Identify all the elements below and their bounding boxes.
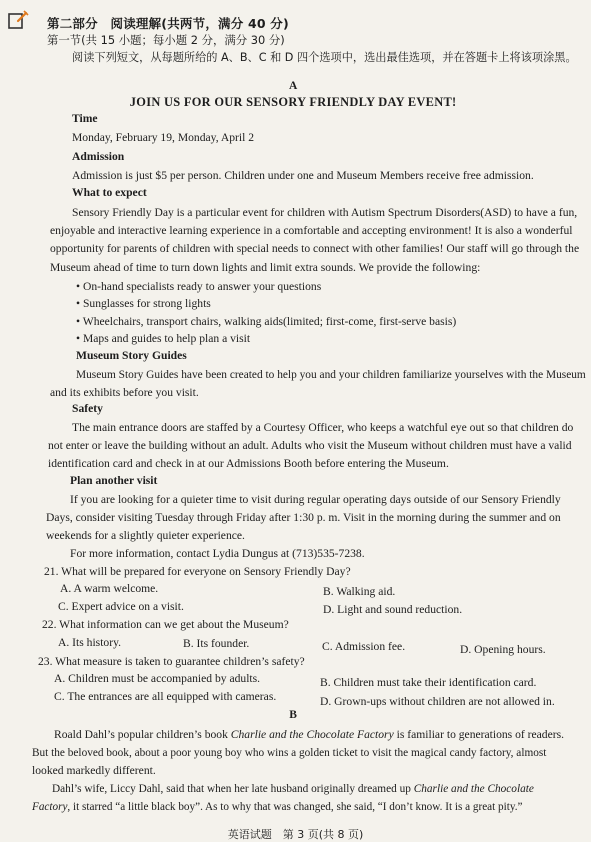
bullet-item: • Wheelchairs, transport chairs, walking aids(limited; first-come, first-serve basis) xyxy=(76,315,457,328)
passage-b-line: But the beloved book, about a poor young boy who wins a golden ticket to visit the magical candy factory, almost xyxy=(32,747,547,759)
bullet-icon: • xyxy=(76,280,83,293)
passage-b-line: Roald Dahl’s popular children’s book Charlie and the Chocolate Factory is familiar to generations of readers. xyxy=(54,728,565,741)
answer-option[interactable]: D. Light and sound reduction. xyxy=(323,603,463,616)
admission-text: Admission is just $5 per person. Children under one and Museum Members receive free admission. xyxy=(72,169,534,182)
safety-line: not enter or leave the building without an adult. Adults who visit the Museum without children must have a valid xyxy=(48,439,572,452)
book-title: Charlie and the Chocolate xyxy=(413,783,534,795)
bullet-icon: • xyxy=(76,297,83,310)
guides-line: and its exhibits before you visit. xyxy=(50,386,199,399)
bullet-item: • On-hand specialists ready to answer your questions xyxy=(76,280,322,293)
plan-line: If you are looking for a quieter time to visit during regular operating days outside of our Sensory Friendly xyxy=(70,493,561,506)
answer-option[interactable]: A. Children must be accompanied by adults. xyxy=(54,672,261,685)
answer-option[interactable]: C. Admission fee. xyxy=(322,640,406,653)
answer-option[interactable]: B. Its founder. xyxy=(183,637,250,650)
book-title: Factory xyxy=(32,801,68,813)
bullet-item: • Sunglasses for strong lights xyxy=(76,297,211,310)
expect-line: opportunity for parents of children with special needs to connect with other families! Our staff will go through the xyxy=(50,242,580,255)
answer-option[interactable]: C. Expert advice on a visit. xyxy=(58,600,184,613)
safety-line: The main entrance doors are staffed by a Courtesy Officer, who keeps a watchful eye out so that children do xyxy=(72,421,574,434)
answer-option[interactable]: A. A warm welcome. xyxy=(60,582,159,595)
question-stem: 23. What measure is taken to guarantee children’s safety? xyxy=(38,655,305,668)
question-stem: 22. What information can we get about the Museum? xyxy=(42,618,289,631)
answer-option[interactable]: B. Walking aid. xyxy=(323,585,396,598)
passage-b-line: looked markedly different. xyxy=(32,764,156,777)
guides-heading: Museum Story Guides xyxy=(76,349,187,362)
passage-b-line: Dahl’s wife, Liccy Dahl, said that when her late husband originally dreamed up Charlie and the Chocolate xyxy=(52,783,534,795)
safety-line: identification card and check in at our Admissions Booth before entering the Museum. xyxy=(48,457,449,470)
section-title: 第一节(共 15 小题；每小题 2 分，满分 30 分) xyxy=(47,33,285,47)
expect-line: Sensory Friendly Day is a particular event for children with Autism Spectrum Disorders(ASD) to have a fun, xyxy=(72,206,578,219)
answer-option[interactable]: D. Opening hours. xyxy=(460,643,546,656)
passage-a-letter: A xyxy=(288,79,298,92)
passage-b-letter: B xyxy=(289,708,297,721)
passage-a-title: JOIN US FOR OUR SENSORY FRIENDLY DAY EVENT! xyxy=(129,95,457,109)
answer-option[interactable]: C. The entrances are all equipped with cameras. xyxy=(54,690,277,703)
page-footer: 英语试题 第 3 页(共 8 页) xyxy=(227,828,364,841)
plan-line: weekends for a slightly quieter experience. xyxy=(46,529,245,542)
answer-option[interactable]: A. Its history. xyxy=(58,636,122,649)
question-stem: 21. What will be prepared for everyone on Sensory Friendly Day? xyxy=(44,565,351,578)
time-text: Monday, February 19, Monday, April 2 xyxy=(72,131,255,144)
guides-line: Museum Story Guides have been created to help you and your children familiarize yourselves with the Museum xyxy=(76,368,586,381)
expect-line: enjoyable and interactive learning experience in a comfortable and accepting environment! It is also a wonderful xyxy=(50,224,573,237)
bullet-icon: • xyxy=(76,332,83,345)
admission-heading: Admission xyxy=(72,150,125,163)
instruction: 阅读下列短文，从每题所给的 A、B、C 和 D 四个选项中，选出最佳选项，并在答题卡上将该项涂黑。 xyxy=(72,51,577,64)
part-title: 第二部分 阅读理解(共两节，满分 40 分) xyxy=(47,16,289,31)
passage-b-line: Factory, it starred “a little black boy”. As to why that was changed, she said, “I don’t know. It is a great pity.” xyxy=(32,801,523,813)
edit-icon[interactable] xyxy=(7,9,29,31)
expect-heading: What to expect xyxy=(72,186,147,199)
book-title: Charlie and the Chocolate Factory xyxy=(230,728,394,741)
answer-option[interactable]: B. Children must take their identification card. xyxy=(320,676,537,689)
plan-line: Days, consider visiting Tuesday through Friday after 1:30 p. m. Visit in the morning during the summer and on xyxy=(46,511,561,524)
contact-line: For more information, contact Lydia Dungus at (713)535-7238. xyxy=(70,547,365,560)
safety-heading: Safety xyxy=(72,402,103,415)
plan-heading: Plan another visit xyxy=(70,474,158,487)
expect-line: Museum ahead of time to turn down lights and limit extra sounds. We provide the following: xyxy=(50,261,481,274)
bullet-item: • Maps and guides to help plan a visit xyxy=(76,332,251,345)
time-heading: Time xyxy=(72,112,98,125)
answer-option[interactable]: D. Grown-ups without children are not allowed in. xyxy=(320,695,555,708)
bullet-icon: • xyxy=(76,315,83,328)
